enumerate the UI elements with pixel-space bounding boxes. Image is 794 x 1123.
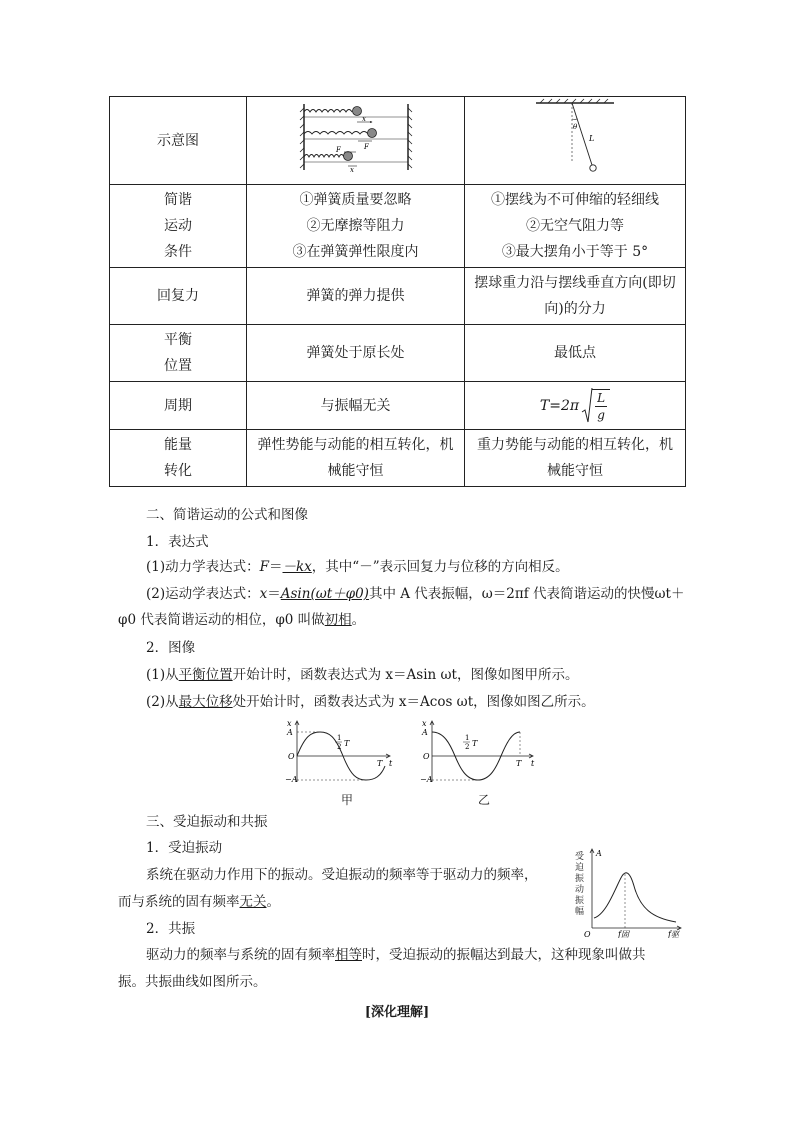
pendulum-cell	[465, 430, 686, 487]
section3-heading: 三、受迫振动和共振	[146, 814, 268, 830]
table-row	[110, 97, 686, 185]
row-header	[110, 185, 247, 268]
half-period-label: T	[472, 739, 478, 748]
text-span: 处开始计时，函数表达式为 x＝Acos ωt，图像如图乙所示。	[232, 694, 595, 710]
text-span: x	[259, 586, 268, 602]
underlined-answer: 相等	[335, 947, 362, 963]
axis-t-label: t	[531, 759, 535, 768]
half-numerator: 1	[465, 734, 470, 742]
kinematics-expression-cont	[118, 610, 688, 630]
pendulum-diagram-cell	[465, 97, 686, 185]
underlined-answer: 最大位移	[178, 694, 233, 710]
spring-oscillator-diagram	[296, 100, 416, 172]
section3-sub1: 1．受迫振动	[146, 840, 223, 856]
period-label: T	[516, 759, 522, 768]
condition-line: ①摆线为不可伸缩的轻细线	[491, 192, 659, 208]
condition-line: ③在弹簧弹性限度内	[292, 244, 419, 260]
period-numerator: L	[597, 390, 606, 405]
table-row	[110, 268, 686, 325]
row-header: 回复力	[110, 268, 247, 325]
table-row	[110, 185, 686, 268]
spring-cell: 弹簧处于原长处	[247, 325, 465, 382]
forced-vibration-text: 系统在驱动力作用下的振动。受迫振动的频率等于驱动力的频率，	[146, 867, 538, 883]
spring-force-label: F	[363, 143, 369, 151]
axis-x-label: x	[287, 719, 292, 728]
origin-label: O	[423, 752, 430, 761]
text-span: 驱动力的频率与系统的固有频率	[146, 947, 335, 963]
comparison-table	[109, 96, 686, 487]
graph-caption-jia: 甲	[341, 793, 354, 807]
amplitude-label: A	[287, 728, 293, 737]
origin-label: O	[288, 752, 295, 761]
cell-line: 重力势能与动能的相互转化，机	[477, 437, 673, 453]
table-row	[110, 430, 686, 487]
cell-line: 械能守恒	[547, 463, 603, 479]
simple-pendulum-diagram	[530, 97, 620, 175]
origin-label: O	[584, 930, 591, 938]
sine-graph-jia	[285, 718, 395, 786]
axis-t-label: t	[389, 759, 393, 768]
section2-sub2: 2．图像	[146, 640, 196, 656]
graph-desc-2	[118, 692, 688, 712]
cosine-graph-yi	[420, 718, 538, 786]
pendulum-period-cell	[465, 382, 686, 430]
underlined-answer: 无关	[239, 894, 267, 910]
pendulum-cell: 最低点	[465, 325, 686, 382]
text-span: ＝	[267, 586, 281, 602]
spring-cell: 弹簧的弹力提供	[247, 268, 465, 325]
text-span: 时，受迫振动的振幅达到最大，这种现象叫做共	[362, 947, 646, 963]
pendulum-length-label: L	[589, 134, 595, 143]
row-header-line: 条件	[164, 244, 192, 260]
pendulum-cell	[465, 268, 686, 325]
row-header	[110, 430, 247, 487]
row-header-line: 运动	[164, 218, 192, 234]
spring-x-label-2: x	[349, 166, 354, 172]
spring-x-label: x	[361, 115, 366, 123]
natural-frequency-label: f固	[618, 930, 629, 938]
spring-cell	[247, 185, 465, 268]
period-label: T	[377, 759, 383, 768]
text-span: φ0 代表简谐运动的相位，φ0 叫做	[118, 612, 325, 628]
cell-line: 摆球重力沿与摆线垂直方向(即切	[474, 275, 676, 291]
spring-cell	[247, 430, 465, 487]
text-span: 。	[266, 894, 280, 910]
row-header	[110, 325, 247, 382]
forced-vibration-text-cont	[118, 892, 558, 912]
table-row	[110, 325, 686, 382]
axis-x-label: x	[422, 719, 427, 728]
condition-line: ②无空气阻力等	[526, 218, 624, 234]
text-span: (1)从	[146, 667, 179, 683]
period-prefix: T=2π	[539, 397, 580, 414]
row-header-line: 简谐	[164, 192, 192, 208]
amplitude-label: A	[596, 849, 602, 858]
text-span: (2)运动学表达式：	[146, 586, 260, 602]
condition-line: ②无摩擦等阻力	[306, 218, 405, 234]
driving-frequency-label: f驱	[668, 930, 679, 938]
text-span: (2)从	[146, 694, 179, 710]
text-span: (1)动力学表达式：	[146, 559, 260, 575]
row-header-line: 位置	[164, 358, 192, 374]
text-span: ＝	[269, 559, 283, 575]
underlined-answer: Asin(ωt＋φ0)	[280, 586, 369, 602]
cell-line: 向)的分力	[544, 301, 606, 317]
resonance-curve	[572, 846, 684, 938]
text-span: 开始计时，函数表达式为 x＝Asin ωt，图像如图甲所示。	[232, 667, 579, 683]
half-period-label: T	[344, 739, 350, 748]
spring-cell: 与振幅无关	[247, 382, 465, 430]
spring-diagram-cell	[247, 97, 465, 185]
pendulum-theta-label: θ	[573, 123, 578, 131]
period-denominator: g	[597, 407, 605, 422]
section-footer: [深化理解]	[364, 1005, 430, 1020]
row-header-line: 能量	[164, 437, 192, 453]
table-row	[110, 382, 686, 430]
neg-amplitude-label: −A	[285, 775, 298, 784]
row-header: 周期	[110, 382, 247, 430]
row-header-line: 转化	[164, 463, 192, 479]
section2-sub1: 1．表达式	[146, 534, 209, 550]
half-denominator: 2	[465, 743, 470, 751]
resonance-text-cont: 振。共振曲线如图所示。	[118, 974, 267, 990]
condition-line: ①弹簧质量要忽略	[299, 192, 412, 208]
section2-heading: 二、简谐运动的公式和图像	[146, 507, 308, 523]
text-span: 其中 A 代表振幅，ω＝2πf 代表简谐运动的快慢ωt＋	[368, 586, 685, 602]
underlined-answer: 初相	[324, 612, 352, 628]
resonance-text	[118, 945, 688, 965]
row-header-line: 平衡	[164, 332, 192, 348]
kinematics-expression	[118, 584, 688, 604]
resonance-ylabel: 受迫振动振幅	[575, 852, 585, 917]
dynamics-expression	[118, 557, 688, 577]
text-span: F	[259, 559, 269, 575]
row-header: 示意图	[110, 97, 247, 185]
half-denominator: 2	[337, 743, 342, 751]
underlined-answer: 平衡位置	[178, 667, 233, 683]
graph-desc-1	[118, 665, 688, 685]
cell-line: 械能守恒	[327, 463, 384, 479]
text-span: 。	[351, 612, 366, 628]
section3-sub2: 2．共振	[146, 921, 196, 937]
pendulum-cell	[465, 185, 686, 268]
amplitude-label: A	[422, 728, 428, 737]
half-numerator: 1	[337, 734, 342, 742]
text-span: ，其中“－”表示回复力与位移的方向相反。	[311, 559, 569, 575]
graph-caption-yi: 乙	[478, 793, 491, 807]
condition-line: ③最大摆角小于等于 5°	[501, 244, 649, 260]
spring-force-label-2: F	[335, 146, 341, 154]
cell-line: 弹性势能与动能的相互转化，机	[257, 437, 454, 453]
text-span: 而与系统的固有频率	[118, 894, 240, 910]
underlined-answer: －kx	[282, 559, 312, 575]
neg-amplitude-label: −A	[420, 775, 433, 784]
